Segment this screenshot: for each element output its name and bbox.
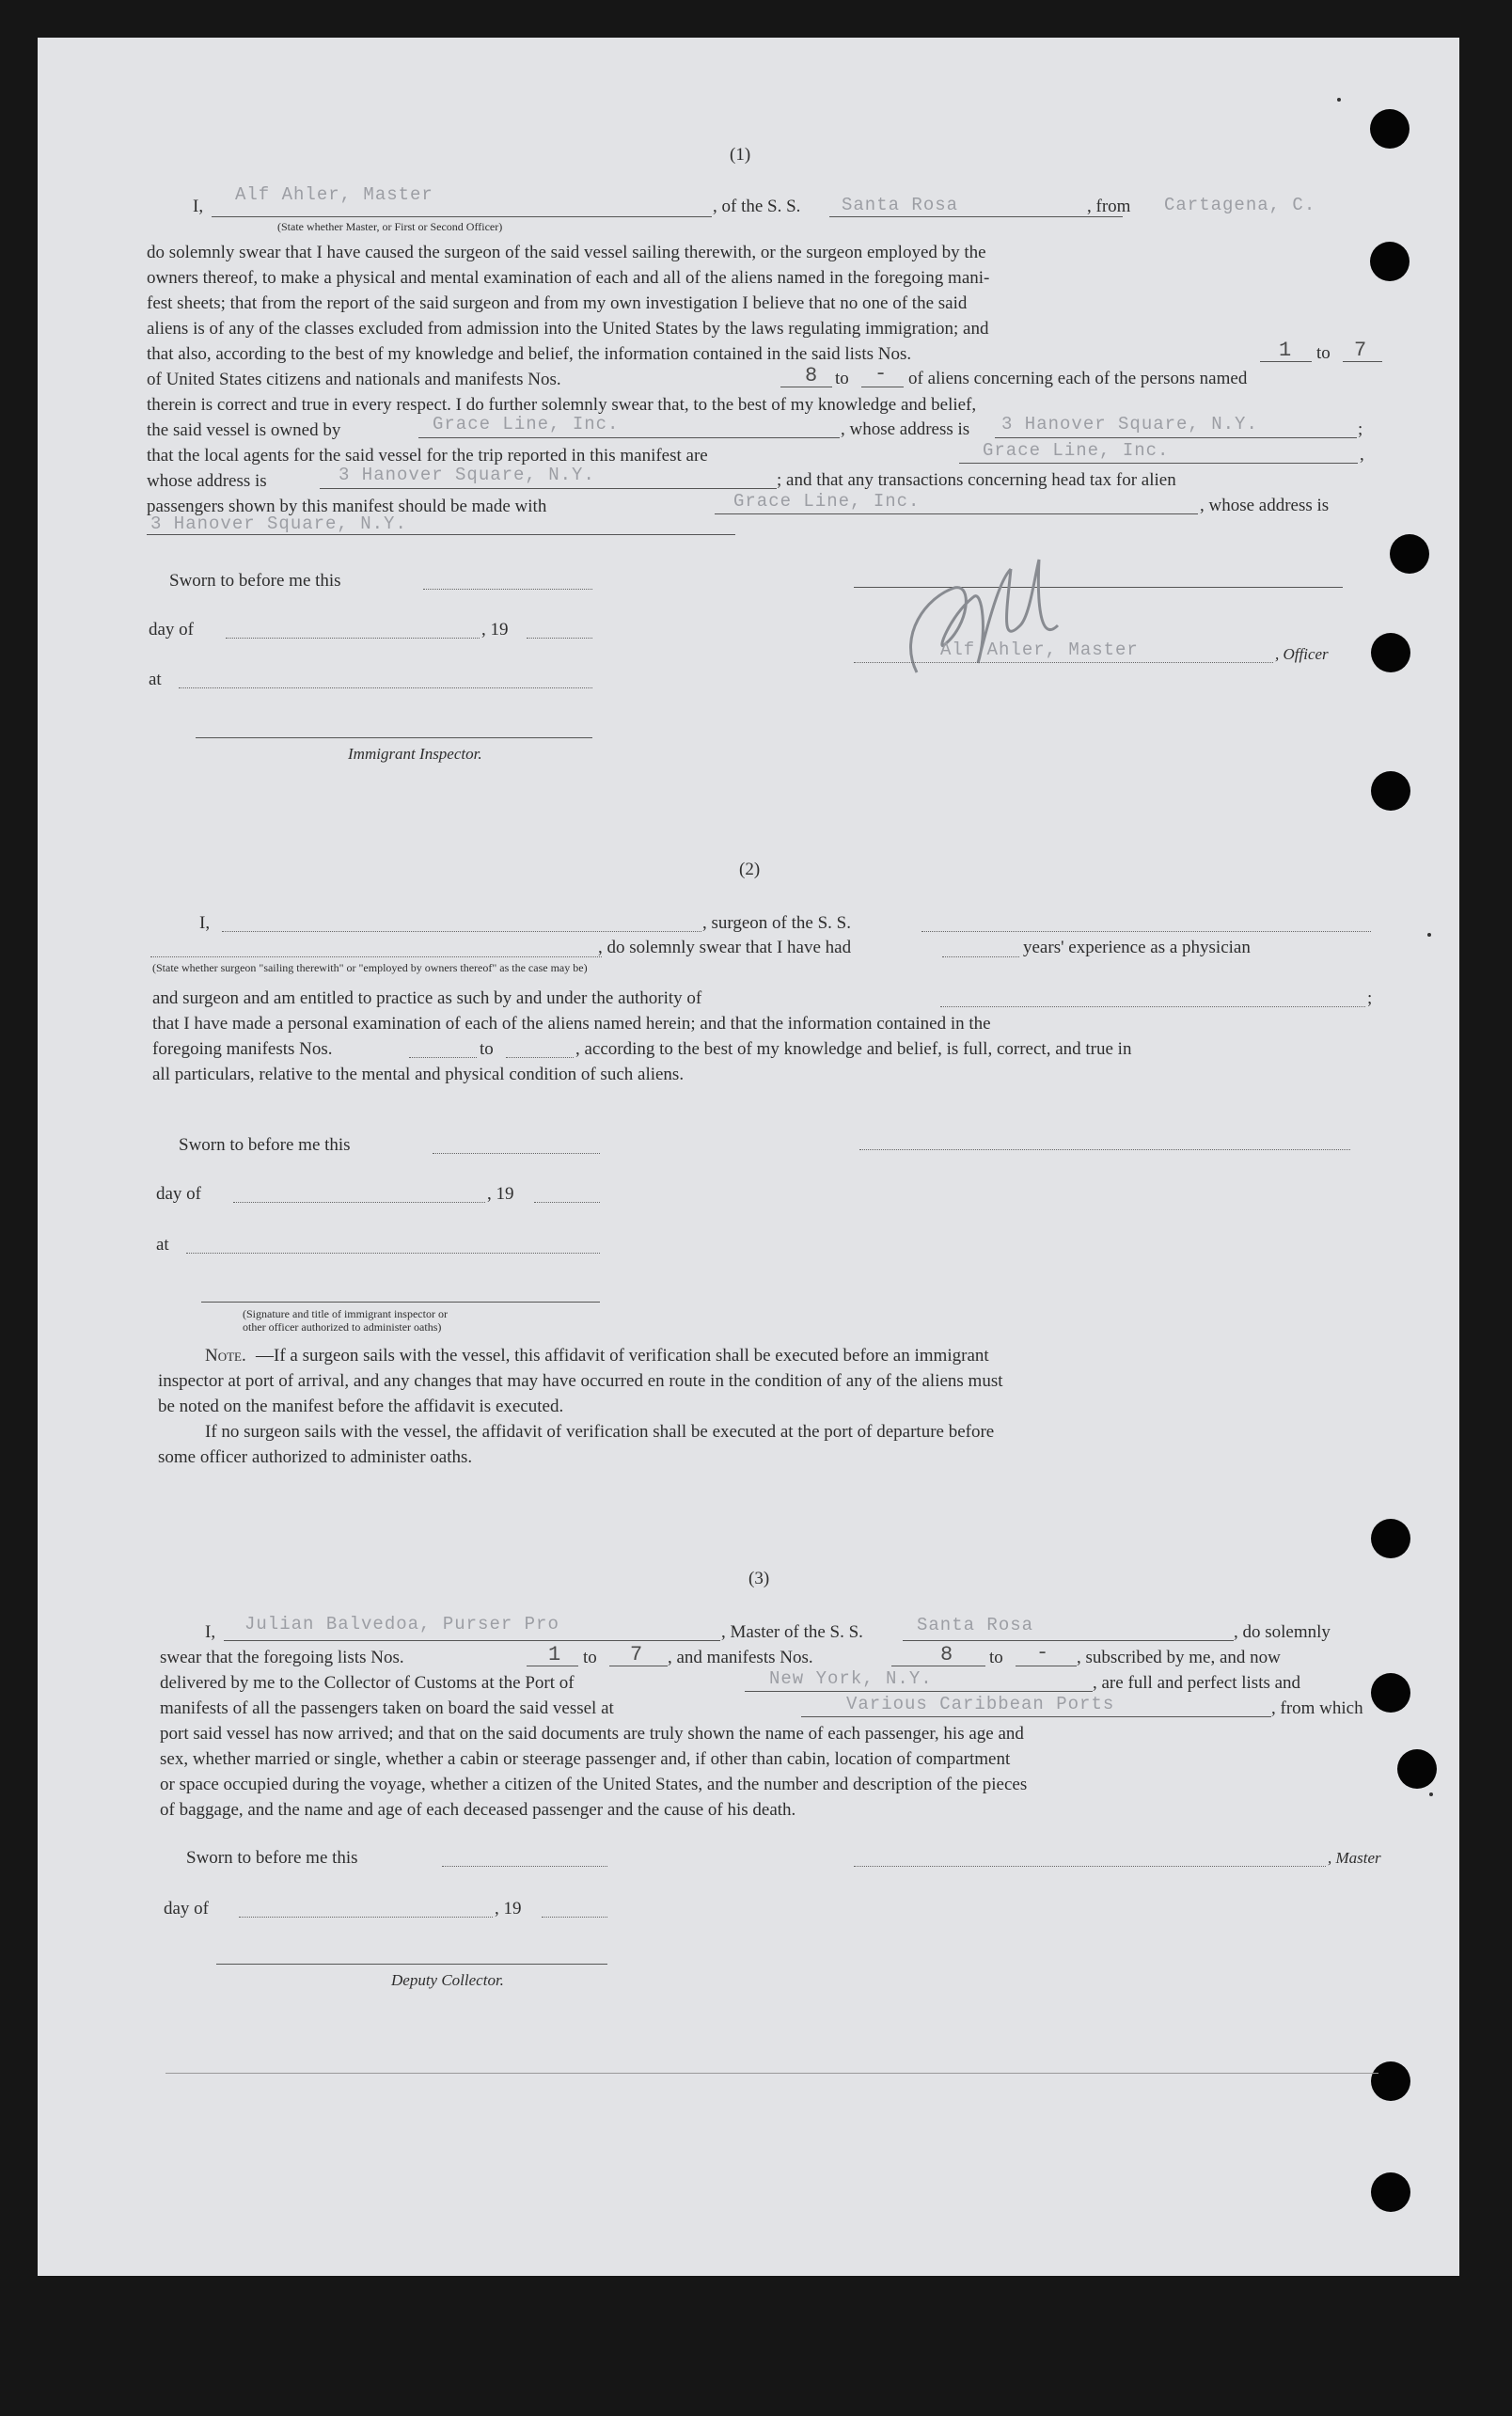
arrival-line: or space occupied during the voyage, whether a citizen of the United States, and the number and description of the pieces bbox=[160, 1775, 1028, 1794]
scan-background-edge bbox=[0, 2276, 1512, 2416]
affidavit-text-line: owners thereof, to make a physical and mental examination of each and all of the aliens named in the foregoing mani- bbox=[147, 268, 990, 288]
affidavit-text-line: fest sheets; that from the report of the said surgeon and from my own investigation I believe that no one of the said bbox=[147, 293, 968, 313]
master-label: , Master bbox=[1328, 1849, 1381, 1867]
fill-line bbox=[186, 1253, 600, 1254]
affidavit-text-line: do solemnly swear that I have caused the surgeon of the said vessel sailing therewith, or the surgeon employed by the bbox=[147, 243, 986, 262]
section-number: (2) bbox=[739, 860, 761, 879]
manifest-affidavit-page bbox=[38, 38, 1459, 2276]
binder-hole bbox=[1397, 1749, 1437, 1789]
fill-line bbox=[542, 1917, 607, 1918]
manifests-from-number: 8 bbox=[805, 364, 818, 387]
binder-hole bbox=[1371, 1673, 1410, 1713]
from-label: , from bbox=[1087, 197, 1131, 216]
do-solemnly-label: , do solemnly bbox=[1234, 1622, 1331, 1642]
typed-arrival-port: New York, N.Y. bbox=[769, 1668, 933, 1689]
arrival-line: of baggage, and the name and age of each deceased passenger and the cause of his death. bbox=[160, 1800, 796, 1820]
affidavit-text-line: whose address is bbox=[147, 471, 267, 491]
day-of-label: day of bbox=[164, 1899, 210, 1919]
lists-from-number: 1 bbox=[548, 1643, 561, 1666]
inspector-signature-line bbox=[196, 737, 592, 738]
signature-caption: (Signature and title of immigrant inspector or bbox=[243, 1307, 448, 1320]
lists-to-number: 7 bbox=[630, 1643, 643, 1666]
sworn-label: Sworn to before me this bbox=[179, 1135, 351, 1155]
typed-head-tax-party: Grace Line, Inc. bbox=[733, 491, 921, 512]
particulars-line: all particulars, relative to the mental and physical condition of such aliens. bbox=[152, 1065, 685, 1084]
affiant-prefix: I, bbox=[199, 913, 211, 933]
examination-line: that I have made a personal examination of each of the aliens named herein; and that the information contained in the bbox=[152, 1014, 991, 1034]
section-number: (1) bbox=[730, 145, 751, 165]
affidavit-text-line: the said vessel is owned by bbox=[147, 420, 341, 440]
typed-departure-ports: Various Caribbean Ports bbox=[846, 1694, 1115, 1714]
typed-head-tax-address: 3 Hanover Square, N.Y. bbox=[150, 513, 407, 534]
of-aliens-text: of aliens concerning each of the persons named bbox=[908, 369, 1248, 388]
lists-from-number: 1 bbox=[1279, 339, 1292, 362]
typed-agents: Grace Line, Inc. bbox=[983, 440, 1170, 461]
manifests-line-end: , according to the best of my knowledge and belief, is full, correct, and true in bbox=[575, 1039, 1132, 1059]
manifests-line: foregoing manifests Nos. bbox=[152, 1039, 333, 1059]
manifests-to-number: - bbox=[1036, 1641, 1049, 1665]
fill-line bbox=[222, 931, 701, 932]
affiant-prefix: I, bbox=[193, 197, 204, 216]
fill-line bbox=[212, 216, 712, 217]
fill-line bbox=[903, 1640, 1234, 1641]
fill-line bbox=[147, 534, 735, 535]
lists-line: swear that the foregoing lists Nos. bbox=[160, 1648, 404, 1667]
semicolon: ; bbox=[1367, 988, 1373, 1008]
signature-caption: other officer authorized to administer oaths) bbox=[243, 1320, 442, 1334]
typed-purser-name: Julian Balvedoa, Purser Pro bbox=[244, 1614, 559, 1634]
arrival-line: sex, whether married or single, whether a cabin or steerage passenger and, if other than cabin, location of compartment bbox=[160, 1749, 1011, 1769]
affidavit-text-line: passengers shown by this manifest should be made with bbox=[147, 497, 547, 516]
fill-line bbox=[745, 1691, 1093, 1692]
day-of-label: day of bbox=[156, 1184, 202, 1204]
surgeon-of-label: , surgeon of the S. S. bbox=[702, 913, 851, 933]
officer-label: , Officer bbox=[1275, 645, 1329, 663]
binder-hole bbox=[1390, 534, 1429, 574]
head-tax-text: ; and that any transactions concerning head tax for alien bbox=[777, 470, 1176, 490]
years-label: years' experience as a physician bbox=[1023, 938, 1251, 957]
at-label: at bbox=[156, 1235, 169, 1255]
manifests-to-number: - bbox=[874, 362, 888, 386]
fill-line bbox=[829, 216, 1123, 217]
fill-line bbox=[801, 1716, 1271, 1717]
binder-hole bbox=[1371, 1519, 1410, 1558]
fill-line bbox=[320, 488, 777, 489]
fill-line bbox=[527, 638, 592, 639]
full-perfect-label: , are full and perfect lists and bbox=[1093, 1673, 1301, 1693]
signature-line bbox=[854, 1866, 1326, 1867]
typed-owner: Grace Line, Inc. bbox=[433, 414, 620, 434]
bottom-rule bbox=[165, 2073, 1378, 2074]
fill-line bbox=[959, 463, 1358, 464]
fill-line bbox=[940, 1006, 1365, 1007]
master-of-label: , Master of the S. S. bbox=[721, 1622, 863, 1642]
arrival-line: port said vessel has now arrived; and that on the said documents are truly shown the name of each passenger, his age and bbox=[160, 1724, 1024, 1744]
day-of-label: day of bbox=[149, 620, 195, 640]
fill-line bbox=[409, 1057, 477, 1058]
section-number: (3) bbox=[748, 1569, 770, 1588]
note-label: Note. bbox=[205, 1346, 246, 1366]
binder-hole bbox=[1370, 109, 1410, 149]
solemnly-label: , do solemnly swear that I have had bbox=[598, 938, 852, 957]
inspector-caption: Immigrant Inspector. bbox=[348, 745, 482, 763]
affidavit-text-line: that also, according to the best of my knowledge and belief, the information contained in the said lists Nos. bbox=[147, 344, 912, 364]
fill-line bbox=[418, 437, 840, 438]
fill-line bbox=[423, 589, 592, 590]
year-label: , 19 bbox=[481, 620, 509, 640]
comma: , bbox=[1360, 445, 1364, 465]
fill-line bbox=[854, 662, 1273, 663]
to-label: to bbox=[1316, 343, 1331, 363]
note-text: some officer authorized to administer oaths. bbox=[158, 1447, 473, 1467]
scan-speck bbox=[1337, 98, 1341, 102]
collector-signature-line bbox=[216, 1964, 607, 1965]
note-text: —If a surgeon sails with the vessel, this affidavit of verification shall be executed before an immigrant bbox=[256, 1346, 989, 1366]
sworn-label: Sworn to before me this bbox=[169, 571, 341, 591]
subscribed-label: , subscribed by me, and now bbox=[1077, 1648, 1281, 1667]
affidavit-text-line: therein is correct and true in every respect. I do further solemnly swear that, to the best of my knowledge and belief, bbox=[147, 395, 977, 415]
affiant-prefix: I, bbox=[205, 1622, 216, 1642]
typed-ship-name: Santa Rosa bbox=[917, 1615, 1034, 1635]
inspector-signature-line bbox=[201, 1302, 600, 1303]
manifests-from-number: 8 bbox=[940, 1643, 953, 1666]
note-text: If no surgeon sails with the vessel, the affidavit of verification shall be executed at the port of departure before bbox=[205, 1422, 995, 1442]
scan-speck bbox=[1429, 1792, 1433, 1796]
lists-to-number: 7 bbox=[1354, 339, 1367, 362]
binder-hole bbox=[1370, 242, 1410, 281]
manifests-line: manifests of all the passengers taken on board the said vessel at bbox=[160, 1698, 614, 1718]
at-label: at bbox=[149, 670, 162, 689]
delivered-line: delivered by me to the Collector of Customs at the Port of bbox=[160, 1673, 575, 1693]
year-label: , 19 bbox=[487, 1184, 514, 1204]
affidavit-text-line: that the local agents for the said vessel for the trip reported in this manifest are bbox=[147, 446, 708, 466]
typed-agents-address: 3 Hanover Square, N.Y. bbox=[339, 465, 595, 485]
binder-hole bbox=[1371, 771, 1410, 811]
of-the-ss-label: , of the S. S. bbox=[713, 197, 801, 216]
to-label: to bbox=[583, 1648, 597, 1667]
semicolon: ; bbox=[1358, 419, 1363, 439]
fill-line bbox=[442, 1866, 607, 1867]
fill-line bbox=[995, 437, 1357, 438]
typed-owner-address: 3 Hanover Square, N.Y. bbox=[1001, 414, 1258, 434]
binder-hole bbox=[1371, 2061, 1410, 2101]
fill-line bbox=[715, 513, 1198, 514]
fill-line bbox=[921, 931, 1371, 932]
note-text: be noted on the manifest before the affidavit is executed. bbox=[158, 1397, 564, 1416]
affiant-caption: (State whether Master, or First or Second Officer) bbox=[277, 220, 503, 233]
fill-line bbox=[433, 1153, 600, 1154]
fill-line bbox=[233, 1202, 485, 1203]
typed-officer-name: Alf Ahler, Master bbox=[940, 640, 1139, 660]
fill-line bbox=[239, 1917, 493, 1918]
fill-line bbox=[179, 687, 592, 688]
to-label: to bbox=[835, 369, 849, 388]
whose-address-label: , whose address is bbox=[1200, 496, 1330, 515]
fill-line bbox=[942, 956, 1019, 957]
affidavit-text-line: aliens is of any of the classes excluded from admission into the United States by the laws regulating immigration; and bbox=[147, 319, 989, 339]
note-text: inspector at port of arrival, and any changes that may have occurred en route in the condition of any of the aliens must bbox=[158, 1371, 1003, 1391]
typed-ship-name: Santa Rosa bbox=[842, 195, 959, 215]
fill-line bbox=[224, 1640, 720, 1641]
fill-line bbox=[226, 638, 480, 639]
affidavit-text-line: of United States citizens and nationals and manifests Nos. bbox=[147, 370, 561, 389]
signature-line bbox=[859, 1149, 1350, 1150]
fill-line bbox=[534, 1202, 600, 1203]
officer-signature-image bbox=[879, 541, 1095, 691]
sworn-label: Sworn to before me this bbox=[186, 1848, 358, 1868]
fill-line bbox=[150, 956, 602, 957]
typed-departure-port: Cartagena, C. bbox=[1164, 195, 1316, 215]
collector-caption: Deputy Collector. bbox=[391, 1971, 504, 1989]
to-label: to bbox=[989, 1648, 1003, 1667]
binder-hole bbox=[1371, 2172, 1410, 2212]
to-label: to bbox=[480, 1039, 494, 1059]
from-which-label: , from which bbox=[1271, 1698, 1363, 1718]
surgeon-caption: (State whether surgeon "sailing therewith" or "employed by owners thereof" as the case may be) bbox=[152, 961, 588, 974]
typed-affiant-name: Alf Ahler, Master bbox=[235, 184, 433, 205]
fill-line bbox=[506, 1057, 574, 1058]
binder-hole bbox=[1371, 633, 1410, 672]
year-label: , 19 bbox=[495, 1899, 522, 1919]
whose-address-label: , whose address is bbox=[841, 419, 970, 439]
and-manifests-label: , and manifests Nos. bbox=[668, 1648, 813, 1667]
authority-line: and surgeon and am entitled to practice as such by and under the authority of bbox=[152, 988, 702, 1008]
scan-speck bbox=[1427, 933, 1431, 937]
